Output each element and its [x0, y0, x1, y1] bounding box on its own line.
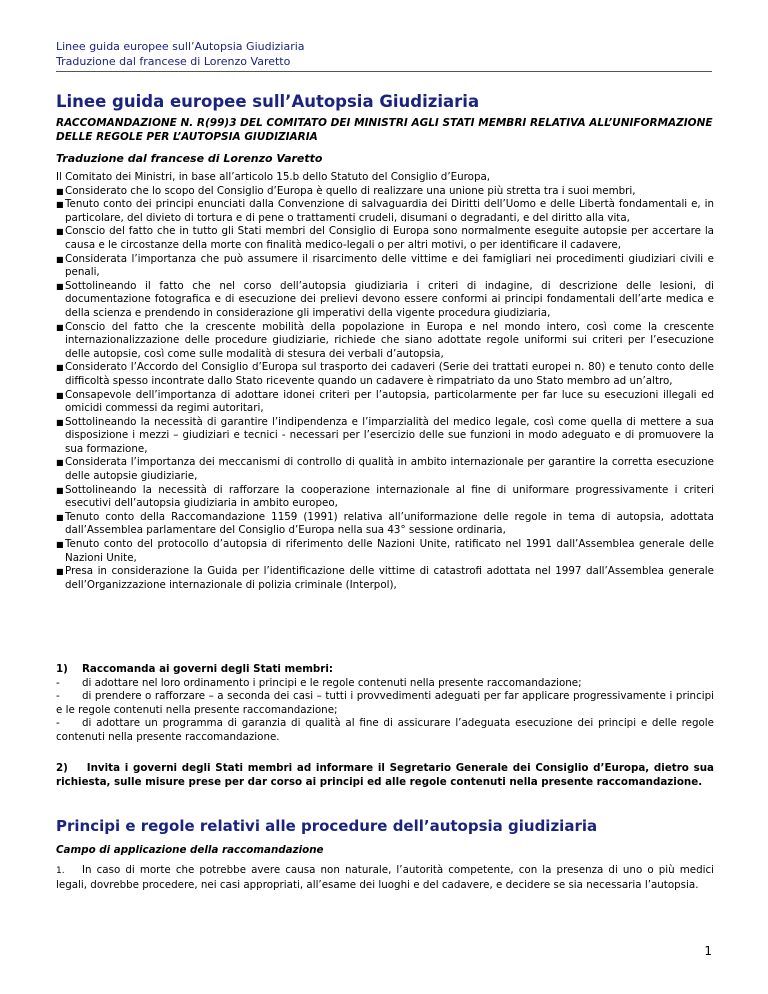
bullet-text: Consapevole dell’importanza di adottare idonei criteri per l’autopsia, particolarmente per far luce su esecuzioni illegali ed omicidi commessi da regimi autoritari, — [65, 388, 714, 415]
bullet-text: Sottolineando la necessità di rafforzare la cooperazione internazionale al fine di uniformare progressivamente i criteri esecutivi dell’autopsia giudiziaria in ambito europeo, — [65, 483, 714, 510]
bullet-text: Considerato l’Accordo del Consiglio d’Europa sul trasporto dei cadaveri (Serie dei trattati europei n. 80) e tenuto conto delle difficoltà spesso incontrate dallo Stato ricevente quando un cadavere è rimpatriato da uno Stato membro ad un’altro, — [65, 361, 714, 387]
invites-section — [56, 762, 714, 789]
preamble-bullet-item — [56, 484, 714, 511]
bullet-icon: ■ — [56, 485, 64, 495]
bullet-icon: ■ — [56, 540, 64, 550]
recommends-item-text: di prendere o rafforzare – a seconda dei casi – tutti i provvedimenti adeguati per far applicare progressivamente i principi e le regole contenuti nella presente raccomandazione; — [56, 690, 714, 716]
bullet-text: Tenuto conto del protocollo d’autopsia di riferimento delle Nazioni Unite, ratificato nel 1991 dall’Assemblea generale delle Nazioni Unite, — [65, 538, 714, 564]
preamble-bullet-item — [56, 225, 714, 252]
bullet-icon: ■ — [56, 512, 64, 522]
bullet-icon: ■ — [56, 390, 64, 400]
bullet-text: Tenuto conto dei principi enunciati dalla Convenzione di salvaguardia dei Diritti dell’Uomo e delle Libertà fondamentali e, in particolare, del divieto di tortura e di pene o trattamenti crudeli, disumani o degradanti, e del diritto alla vita, — [65, 198, 714, 224]
bullet-text: Presa in considerazione la Guida per l’identificazione delle vittime di catastrofi adottata nel 1997 dall’Assemblea generale dell’Organizzazione internazionale di polizia criminale (Interpol), — [65, 565, 714, 591]
page-number: 1 — [704, 944, 712, 958]
running-header — [56, 39, 712, 72]
recommends-item — [56, 677, 714, 691]
preamble-bullet-item — [56, 321, 714, 362]
paragraph-number: 1. — [56, 866, 65, 876]
bullet-text: Considerato che lo scopo del Consiglio d’Europa è quello di realizzare una unione più stretta tra i suoi membri, — [65, 184, 636, 197]
bullet-icon: ■ — [56, 200, 64, 210]
recommends-list — [56, 677, 714, 745]
invites-text: Invita i governi degli Stati membri ad informare il Segretario Generale dei Consiglio d’Europa, dietro sua richiesta, sulle misure prese per dar corso ai principi ed alle regole contenuti nella presente raccomandazione. — [56, 762, 715, 788]
recommends-heading — [56, 663, 714, 677]
bullet-text: Sottolineando il fatto che nel corso dell’autopsia giudiziaria i criteri di indagine, di descrizione delle lesioni, di documentazione fotografica e di esecuzione dei prelievi devono essere conformi ai principi fondamentali dell’arte medica e della scienza e prendendo in considerazione gli imperativi della vigente procedura giudiziaria, — [65, 279, 714, 319]
section-2-subheading: Campo di applicazione della raccomandazione — [56, 844, 324, 856]
bullet-text: Tenuto conto della Raccomandazione 1159 (1991) relativa all’uniformazione delle regole in tema di autopsia, adottata dall’Assemblea parlamentare del Consiglio d’Europa nella sua 43° sessione ordinaria, — [65, 510, 714, 537]
recommends-item — [56, 717, 714, 744]
bullet-text: Considerata l’importanza dei meccanismi di controllo di qualità in ambito internazionale per garantire la corretta esecuzione delle autopsie giudiziarie, — [65, 456, 714, 483]
dash-marker: - — [56, 717, 60, 730]
preamble-bullet-item — [56, 361, 714, 388]
bullet-text: Conscio del fatto che la crescente mobilità della popolazione in Europa e nel mondo intero, così come la crescente internazionalizzazione delle procedure giudiziarie, richiede che siano adottate regole uniformi sui criteri per l’esecuzione delle autopsie, così come sulle modalità di stesura dei verbali d’autopsia, — [65, 320, 714, 360]
document-title: Linee guida europee sull’Autopsia Giudiziaria — [56, 92, 480, 111]
invites-number: 2) — [56, 762, 68, 774]
bullet-icon: ■ — [56, 254, 64, 264]
dash-marker: - — [56, 690, 60, 703]
bullet-icon: ■ — [56, 567, 64, 577]
preamble-bullet-item — [56, 456, 714, 483]
preamble-bullet-item — [56, 185, 714, 199]
paragraph-text: In caso di morte che potrebbe avere causa non naturale, l’autorità competente, con la presenza di uno o più medici legali, dovrebbe procedere, nei casi appropriati, all’esame dei luoghi e del cadavere, e decidere se sia necessaria l’autopsia. — [56, 864, 714, 891]
preamble-bullet-item — [56, 389, 714, 416]
bullet-icon: ■ — [56, 281, 64, 291]
preamble-bullet-item — [56, 511, 714, 538]
recommends-section — [56, 663, 714, 745]
intro-paragraph: Il Comitato dei Ministri, in base all’articolo 15.b dello Statuto del Consiglio d’Europa, — [56, 171, 491, 183]
section-2-title: Principi e regole relativi alle procedure dell’autopsia giudiziaria — [56, 817, 598, 835]
recommends-item-text: di adottare un programma di garanzia di qualità al fine di assicurare l’adeguata esecuzione dei principi e delle regole contenuti nella presente raccomandazione. — [56, 717, 714, 743]
recommends-item — [56, 690, 714, 717]
preamble-bullet-item — [56, 565, 714, 592]
preamble-bullet-list — [56, 185, 714, 593]
recommends-number: 1) — [56, 663, 68, 675]
preamble — [56, 171, 714, 592]
section-2-paragraph-1 — [56, 864, 714, 892]
recommends-heading-text: Raccomanda ai governi degli Stati membri: — [82, 663, 334, 675]
preamble-bullet-item — [56, 253, 714, 280]
header-divider — [56, 71, 712, 72]
bullet-icon: ■ — [56, 363, 64, 373]
preamble-bullet-item — [56, 198, 714, 225]
bullet-icon: ■ — [56, 227, 64, 237]
recommendation-title: RACCOMANDAZIONE N. R(99)3 DEL COMITATO DEI MINISTRI AGLI STATI MEMBRI RELATIVA ALL’UNIFORMAZIONE DELLE REGOLE PER L’AUTOPSIA GIUDIZIARIA — [56, 117, 713, 143]
translation-note: Traduzione dal francese di Lorenzo Varetto — [56, 152, 323, 165]
dash-marker: - — [56, 676, 60, 689]
bullet-icon: ■ — [56, 417, 64, 427]
recommends-item-text: di adottare nel loro ordinamento i principi e le regole contenuti nella presente raccomandazione; — [82, 676, 582, 689]
bullet-text: Sottolineando la necessità di garantire l’indipendenza e l’imparzialità del medico legale, così come quella di mettere a sua disposizione i mezzi – giudiziari e tecnici - necessari per l’esercizio delle sue funzioni in modo adeguato e di promuovere la sua formazione, — [65, 415, 714, 455]
preamble-bullet-item — [56, 538, 714, 565]
preamble-bullet-item — [56, 280, 714, 321]
bullet-icon: ■ — [56, 458, 64, 468]
header-line-2: Traduzione dal francese di Lorenzo Varetto — [56, 55, 291, 68]
bullet-text: Conscio del fatto che in tutto gli Stati membri del Consiglio di Europa sono normalmente eseguite autopsie per accertare la causa e le circostanze della morte con finalità medico-legali o per altri motivi, o per identificare il cadavere, — [65, 225, 714, 251]
bullet-icon: ■ — [56, 186, 64, 196]
preamble-bullet-item — [56, 416, 714, 457]
bullet-text: Considerata l’importanza che può assumere il risarcimento delle vittime e dei famigliari nei procedimenti giudiziari civili e penali, — [65, 252, 714, 279]
bullet-icon: ■ — [56, 322, 64, 332]
header-line-1: Linee guida europee sull’Autopsia Giudiziaria — [56, 40, 305, 53]
